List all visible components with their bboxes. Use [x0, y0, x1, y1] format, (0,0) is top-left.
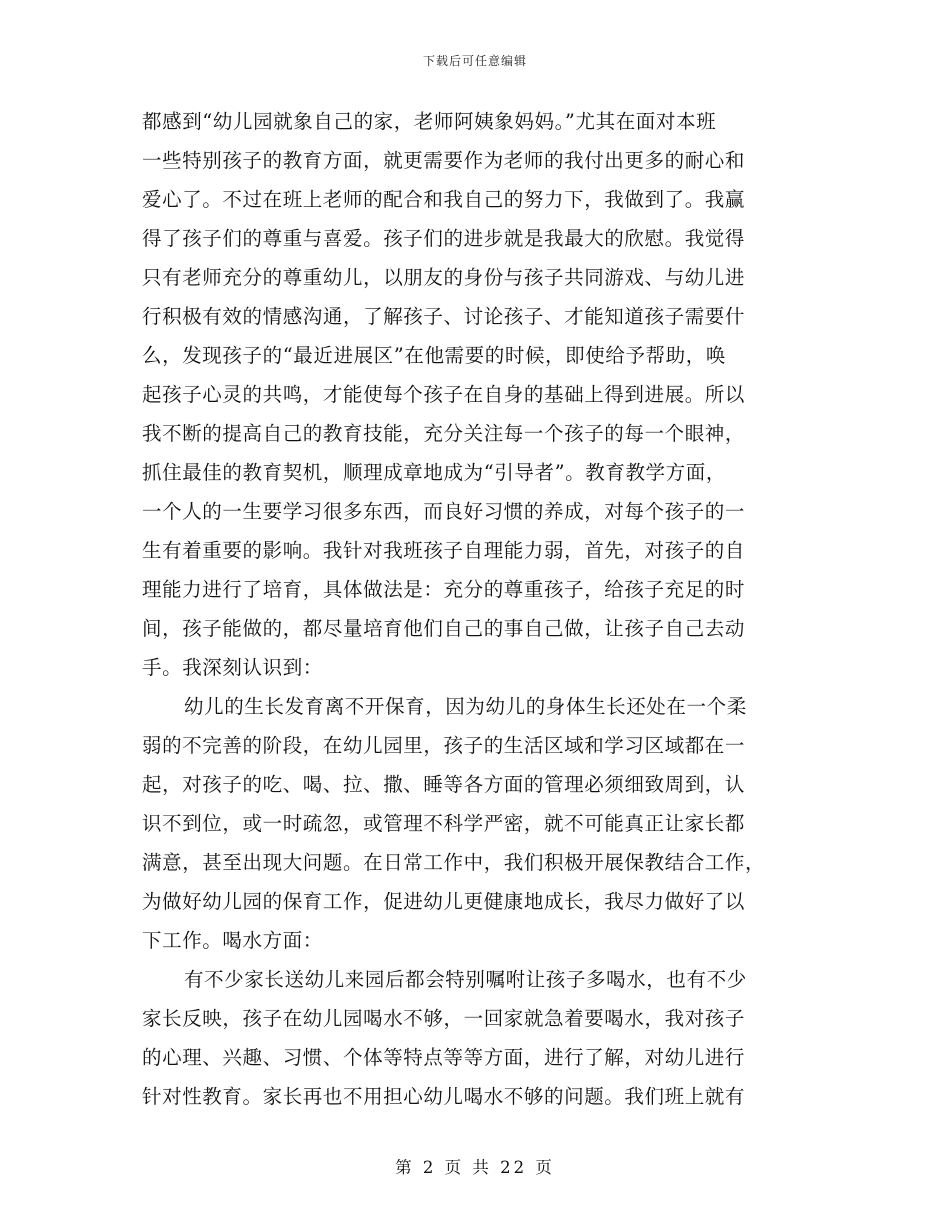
- document-body: [142, 102, 810, 1116]
- text-line: 行积极有效的情感沟通，了解孩子、讨论孩子、才能知道孩子需要什: [142, 305, 746, 328]
- page-number-footer: 第 2 页 共 22 页: [395, 1158, 555, 1177]
- text-line: 家长反映，孩子在幼儿园喝水不够，一回家就急着要喝水，我对孩子: [142, 1007, 746, 1030]
- text-line: 我不断的提高自己的教育技能，充分关注每一个孩子的每一个眼神，: [142, 422, 746, 445]
- text-line: 满意，甚至出现大问题。在日常工作中，我们积极开展保教结合工作，: [142, 851, 766, 874]
- text-line: 弱的不完善的阶段，在幼儿园里，孩子的生活区域和学习区域都在一: [142, 734, 746, 757]
- paragraph-first-line: 幼儿的生长发育离不开保育，因为幼儿的身体生长还处在一个柔: [184, 695, 747, 718]
- text-line: 识不到位，或一时疏忽，或管理不科学严密，就不可能真正让家长都: [142, 812, 746, 835]
- paragraph-first-line: 有不少家长送幼儿来园后都会特别嘱咐让孩子多喝水，也有不少: [184, 968, 747, 991]
- text-line: 的心理、兴趣、习惯、个体等特点等等方面，进行了解，对幼儿进行: [142, 1046, 746, 1069]
- text-line: 手。我深刻认识到：: [142, 656, 323, 679]
- text-line: 为做好幼儿园的保育工作，促进幼儿更健康地成长，我尽力做好了以: [142, 890, 746, 913]
- text-line: 下工作。喝水方面：: [142, 929, 323, 952]
- text-line: 针对性教育。家长再也不用担心幼儿喝水不够的问题。我们班上就有: [142, 1085, 746, 1108]
- text-line: 生有着重要的影响。我针对我班孩子自理能力弱，首先，对孩子的自: [142, 539, 746, 562]
- text-line: 得了孩子们的尊重与喜爱。孩子们的进步就是我最大的欣慰。我觉得: [142, 227, 746, 250]
- text-line: 起，对孩子的吃、喝、拉、撒、睡等各方面的管理必须细致周到，认: [142, 773, 746, 796]
- text-line: 一些特别孩子的教育方面，就更需要作为老师的我付出更多的耐心和: [142, 149, 746, 172]
- text-line: 理能力进行了培育，具体做法是：充分的尊重孩子，给孩子充足的时: [142, 578, 746, 601]
- text-line: 抓住最佳的教育契机，顺理成章地成为“引导者”。教育教学方面，: [142, 461, 726, 484]
- text-line: 只有老师充分的尊重幼儿，以朋友的身份与孩子共同游戏、与幼儿进: [142, 266, 746, 289]
- text-line: 爱心了。不过在班上老师的配合和我自己的努力下，我做到了。我赢: [142, 188, 746, 211]
- text-line: 起孩子心灵的共鸣，才能使每个孩子在自身的基础上得到进展。所以: [142, 383, 746, 406]
- text-line: 一个人的一生要学习很多东西，而良好习惯的养成，对每个孩子的一: [142, 500, 746, 523]
- page-header: 下载后可任意编辑: [422, 54, 527, 68]
- text-line: 么，发现孩子的“最近进展区”在他需要的时候，即使给予帮助，唤: [142, 344, 726, 367]
- text-line: 都感到“幼儿园就象自己的家，老师阿姨象妈妈。”尤其在面对本班: [142, 110, 717, 133]
- text-line: 间，孩子能做的，都尽量培育他们自己的事自己做，让孩子自己去动: [142, 617, 746, 640]
